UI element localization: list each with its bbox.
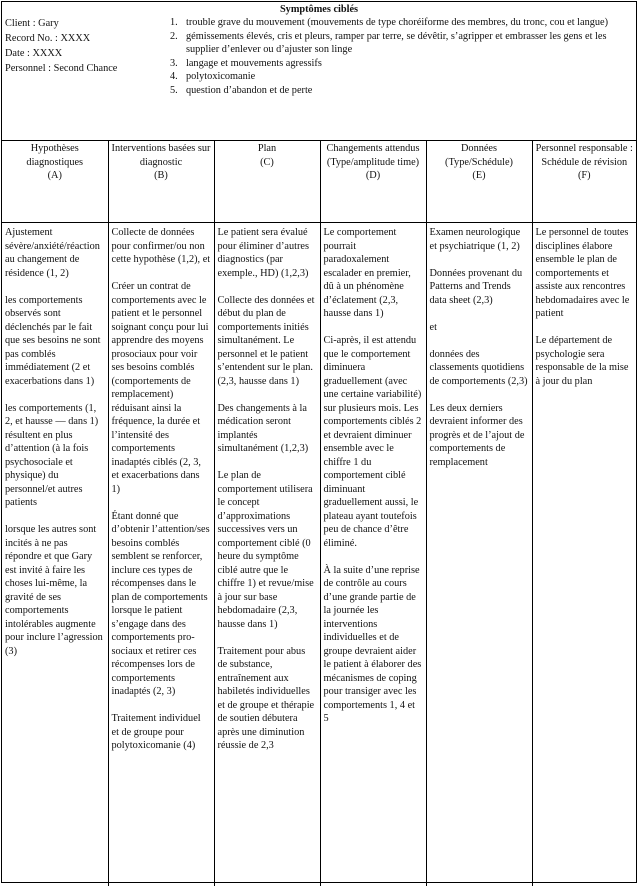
cell-plan: Le patient sera évalué pour éliminer d’autres diagnostics (par exemple., HD) (1,2,3) Collecte des données et début du plan de comportements initiés simultanément. Le personnel et le patient s’entendent sur le plan. (2,3, hausse dans 1) Des changements à la médication seront implantés simultanément (1,2,3) Le plan de comportement utilisera le concept d’approximations successives vers un comportement ciblé (0 heure du symptôme ciblé autre que le chiffre 1) et revue/mise à jour sur base hebdomadaire (2,3, hausse dans 1) Traitement pour abus de substance, entraînement aux habiletés individuelles et de groupe et thérapie de soutien débutera après une diminution réussie de 2,3 [214,223,320,886]
cell-hypotheses: Ajustement sévère/anxiété/réaction au changement de résidence (1, 2) les comportements observés sont déclenchés par le fait que ses besoins ne sont pas comblés immédiatement (2 et exacerbations dans 1) les comportements (1, 2, et hausse — dans 1) résultent en plus d’attention (à la fois psychosociale et physique) du personnel/et autres patients lorsque les autres sont incités à ne pas répondre et que Gary est invité à faire les choses lui-même, la gravité de ses comportements intolérables augmente pour inclure l’agression (3) [2,223,108,886]
client-info [5,16,165,76]
symptom-item: 1. trouble grave du mouvement (mouvements de type choréiforme des membres, du tronc, cou et langue) [170,16,610,30]
symptom-list [170,16,610,97]
column-header-e: Données (Type/Schédule) (E) [426,140,532,223]
document-title: Symptômes ciblés [2,3,636,17]
header-row [2,2,636,141]
plan-table [2,140,636,886]
column-header-f: Personnel responsable : Schédule de révision (F) [532,140,636,223]
cell-data: Examen neurologique et psychiatrique (1, 2) Données provenant du Patterns and Trends data sheet (2,3) et données des classements quotidiens de comportements (2,3) Les deux derniers devraient informer des progrès et de l’ajout de comportements de remplacement [426,223,532,886]
cell-interventions: Collecte de données pour confirmer/ou non cette hypothèse (1,2), et Créer un contrat de comportements avec le patient et le personnel soignant conçu pour lui apprendre des moyens prosociaux pour voir ses besoins comblés (comportements de remplacement) réduisant ainsi la fréquence, la durée et l’intensité des comportements inadaptés ciblés (2, 3, et exacerbations dans 1) Étant donné que d’obtenir l’attention/ses besoins comblés semblent se renforcer, inclure ces types de récompenses dans le plan de comportements lorsque le patient s’engage dans des comportements pro-sociaux et retirer ces récompenses lors de comportements inadaptés (2, 3) Traitement individuel et de groupe pour polytoxicomanie (4) [108,223,214,886]
record-date: Date : XXXX [5,46,165,61]
record-number: Record No. : XXXX [5,31,165,46]
cell-personnel: Le personnel de toutes disciplines élabore ensemble le plan de comportements et assiste aux rencontres hebdomadaires avec le patient Le département de psychologie sera responsable de la mise à jour du plan [532,223,636,886]
column-header-row [2,140,636,223]
personnel: Personnel : Second Chance [5,61,165,76]
client-name: Client : Gary [5,16,165,31]
column-header-a: Hypothèses diagnostiques (A) [2,140,108,223]
care-plan-document [1,1,637,883]
column-header-b: Interventions basées sur diagnostic (B) [108,140,214,223]
cell-expected-changes: Le comportement pourrait paradoxalement escalader en premier, dû à un phénomène d’éclatement (2,3, hausse dans 1) Ci-après, il est attendu que le comportement diminuera graduellement (avec une certaine variabilité) sur plusieurs mois. Les comportements ciblés 2 et devraient diminuer ensemble avec le chiffre 1 du comportement ciblé diminuant graduellement aussi, le plateau ayant toutefois peu de chance d’être éliminé. À la suite d’une reprise de contrôle au cours d’une grande partie de la journée les interventions individuelles et de groupe devraient aider le patient à élaborer des mécanismes de coping pour transiger avec les comportements 1, 4 et 5 [320,223,426,886]
symptom-item: 3. langage et mouvements agressifs [170,57,610,71]
symptom-item: 5. question d’abandon et de perte [170,84,610,98]
symptom-item: 4. polytoxicomanie [170,70,610,84]
symptom-item: 2. gémissements élevés, cris et pleurs, ramper par terre, se dévêtir, s’agripper et embrasser les gens et les supplier d’enlever ou d’ajuster son linge [170,30,610,57]
column-header-c: Plan (C) [214,140,320,223]
content-row [2,223,636,886]
column-header-d: Changements attendus (Type/amplitude time) (D) [320,140,426,223]
